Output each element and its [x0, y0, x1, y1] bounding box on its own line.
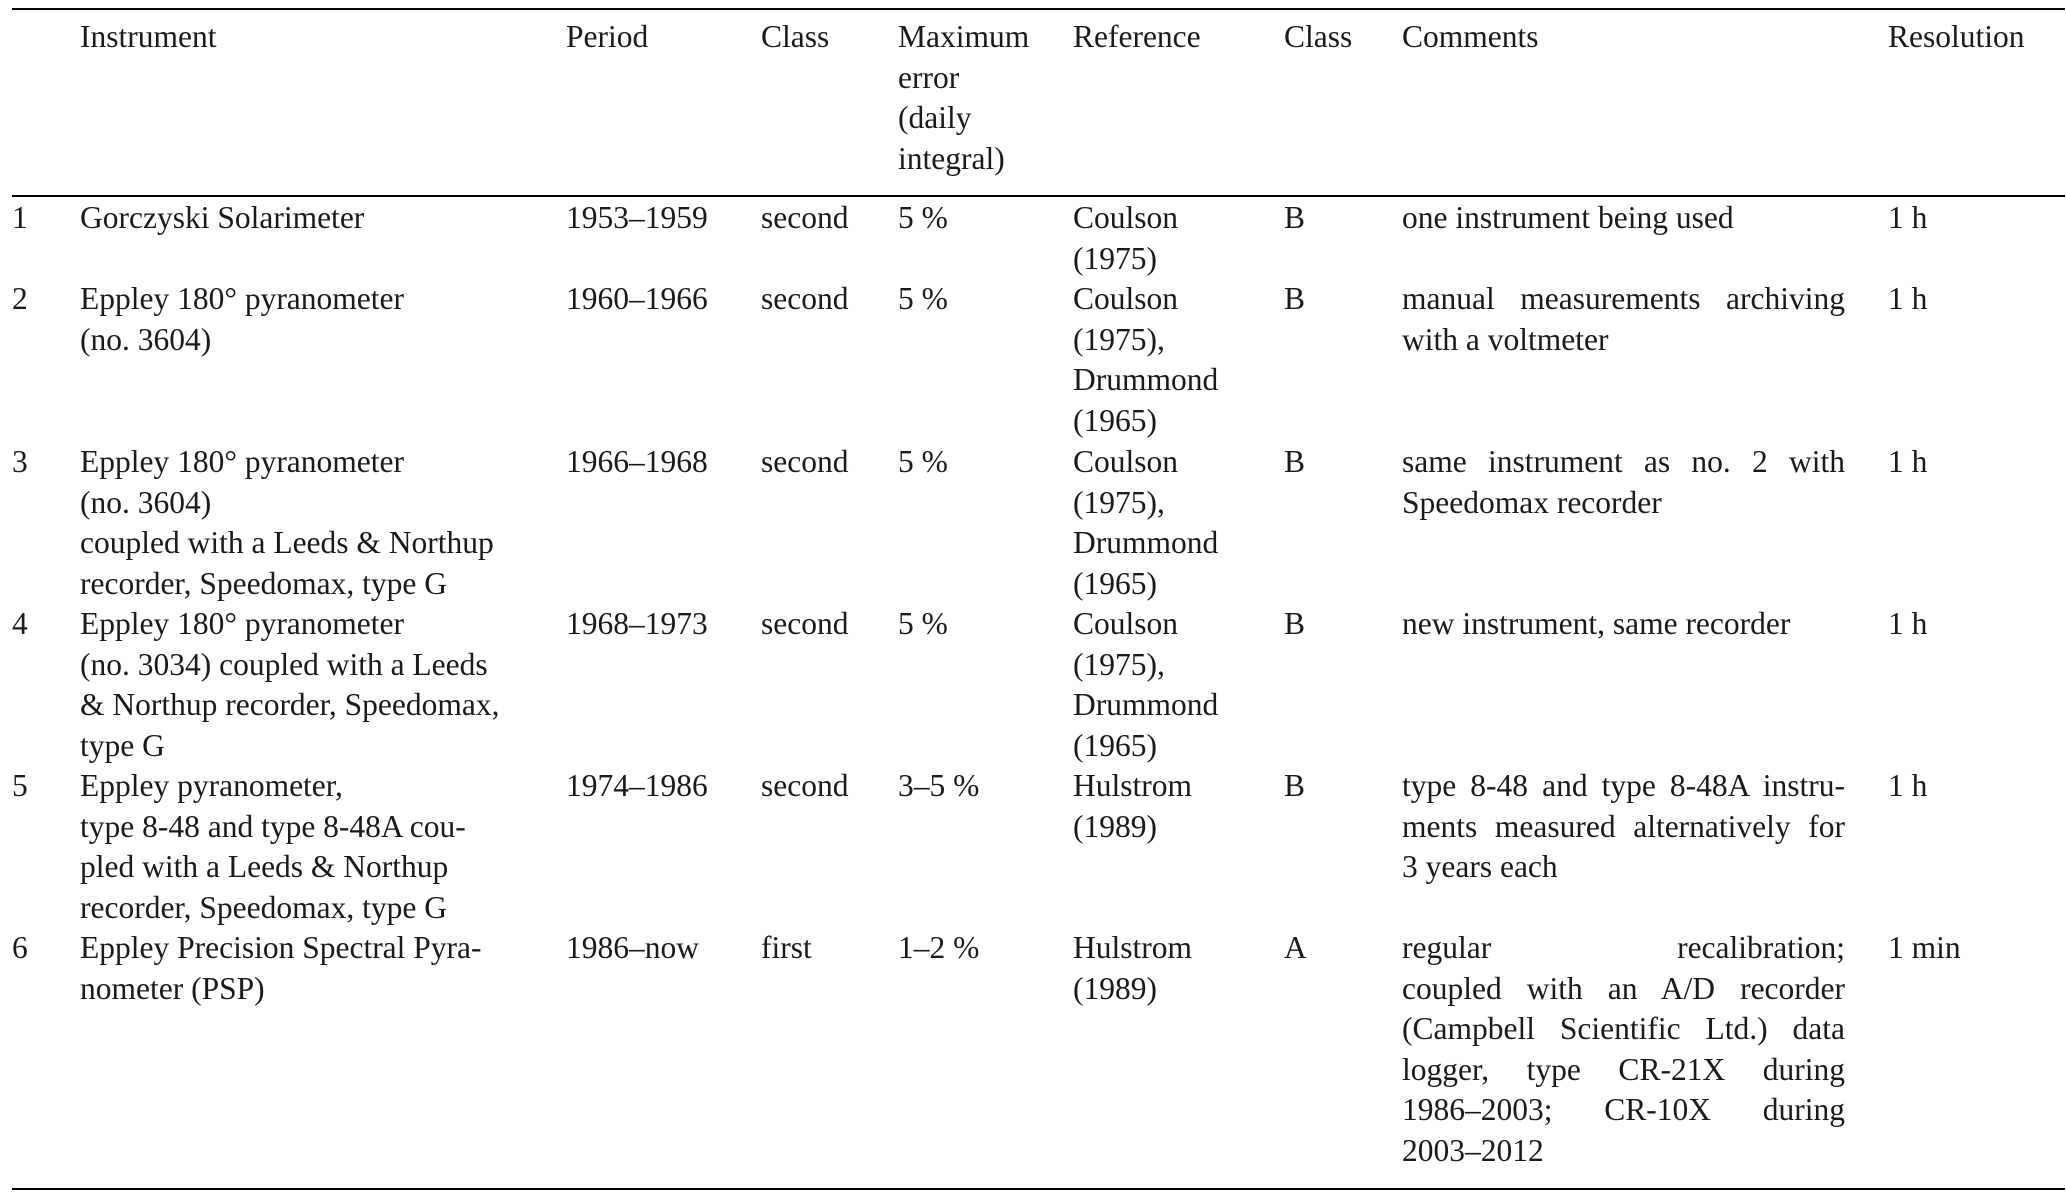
cell-comments — [1402, 928, 1845, 1172]
cell-comments-line: new instrument, same recorder — [1402, 606, 1791, 641]
cell-instrument-line: type 8-48 and type 8-48A cou- — [80, 808, 466, 844]
cell-class2-line: B — [1284, 200, 1306, 235]
cell-reference-line: (1965) — [1073, 402, 1157, 438]
cell-max-error-line: 5 % — [898, 606, 948, 641]
cell-comments — [1402, 198, 1845, 239]
cell-max-error — [898, 928, 1048, 969]
cell-instrument-line: (no. 3034) coupled with a Leeds — [80, 646, 488, 682]
cell-num-line: 1 — [12, 200, 28, 235]
cell-comments-line: manual measurements archiving — [1402, 281, 1845, 316]
cell-class2-line: B — [1284, 606, 1306, 641]
cell-class1-line: second — [761, 444, 849, 479]
cell-reference-line: (1975), — [1073, 321, 1165, 357]
cell-instrument-line: Eppley 180° pyranometer — [80, 606, 404, 641]
cell-comments-line: ments measured alternatively for — [1402, 808, 1845, 844]
cell-num — [12, 604, 52, 645]
cell-class2-line: A — [1284, 930, 1307, 965]
cell-max-error — [898, 442, 1048, 483]
header-class2 — [1284, 17, 1353, 58]
cell-class2-line: B — [1284, 281, 1306, 316]
cell-max-error-line: 5 % — [898, 200, 948, 235]
cell-instrument-line: Eppley Precision Spectral Pyra- — [80, 930, 482, 965]
cell-resolution — [1888, 766, 2053, 807]
cell-reference-line: (1965) — [1073, 565, 1157, 601]
cell-instrument-line: Gorczyski Solarimeter — [80, 200, 365, 235]
cell-comments-line: Speedomax recorder — [1402, 484, 1662, 520]
header-class1 — [761, 17, 871, 58]
header-max-error-line: (daily — [898, 100, 972, 136]
cell-max-error — [898, 766, 1048, 807]
cell-reference — [1073, 279, 1243, 441]
cell-reference-line: (1975) — [1073, 240, 1157, 276]
cell-reference-line: (1975), — [1073, 484, 1165, 520]
cell-reference-line: Hulstrom — [1073, 768, 1193, 803]
cell-class1-line: second — [761, 281, 849, 316]
cell-reference — [1073, 604, 1243, 766]
cell-instrument-line: & Northup recorder, Speedomax, — [80, 687, 500, 723]
cell-reference — [1073, 766, 1243, 847]
header-resolution-line: Resolution — [1888, 19, 2025, 54]
cell-max-error — [898, 198, 1048, 239]
cell-period — [566, 198, 716, 239]
cell-num — [12, 442, 52, 483]
cell-class1 — [761, 604, 871, 645]
cell-period-line: 1953–1959 — [566, 200, 708, 235]
cell-max-error-line: 1–2 % — [898, 930, 980, 965]
cell-num — [12, 198, 52, 239]
cell-instrument-line: (no. 3604) — [80, 484, 212, 520]
cell-class2 — [1284, 279, 1344, 320]
cell-class1 — [761, 279, 871, 320]
header-reference-line: Reference — [1073, 19, 1201, 54]
cell-reference-line: Drummond — [1073, 525, 1219, 561]
cell-resolution-line: 1 h — [1888, 281, 1928, 316]
cell-comments-line: same instrument as no. 2 with — [1402, 444, 1845, 479]
cell-resolution-line: 1 h — [1888, 768, 1928, 803]
cell-reference — [1073, 442, 1243, 604]
instrument-table — [12, 8, 2065, 1192]
cell-resolution — [1888, 198, 2053, 239]
cell-resolution — [1888, 442, 2053, 483]
header-comments — [1402, 17, 1845, 58]
cell-instrument-line: recorder, Speedomax, type G — [80, 889, 447, 925]
cell-reference-line: Drummond — [1073, 687, 1219, 723]
cell-class1-line: second — [761, 200, 849, 235]
header-class2-line: Class — [1284, 19, 1353, 54]
cell-num-line: 5 — [12, 768, 28, 803]
cell-class2 — [1284, 604, 1344, 645]
cell-comments-line: 1986–2003; CR-10X during — [1402, 1092, 1845, 1128]
cell-max-error-line: 5 % — [898, 281, 948, 316]
cell-comments-line: logger, type CR-21X during — [1402, 1051, 1845, 1087]
bottom-rule — [12, 1188, 2065, 1190]
cell-instrument-line: type G — [80, 727, 165, 763]
cell-num-line: 2 — [12, 281, 28, 316]
cell-class2-line: B — [1284, 444, 1306, 479]
cell-class2-line: B — [1284, 768, 1306, 803]
cell-comments-line: 2003–2012 — [1402, 1132, 1544, 1168]
cell-instrument — [80, 604, 534, 766]
cell-resolution — [1888, 279, 2053, 320]
cell-class1 — [761, 198, 871, 239]
cell-instrument-line: pled with a Leeds & Northup — [80, 849, 449, 885]
cell-period — [566, 604, 716, 645]
cell-resolution-line: 1 h — [1888, 606, 1928, 641]
header-resolution — [1888, 17, 2053, 58]
cell-reference-line: Hulstrom — [1073, 930, 1193, 965]
cell-reference-line: Drummond — [1073, 362, 1219, 398]
cell-resolution — [1888, 928, 2053, 969]
header-max-error-line: error — [898, 59, 960, 95]
cell-period-line: 1968–1973 — [566, 606, 708, 641]
cell-period-line: 1966–1968 — [566, 444, 708, 479]
cell-instrument-line: Eppley 180° pyranometer — [80, 444, 404, 479]
cell-comments-line: (Campbell Scientific Ltd.) data — [1402, 1011, 1845, 1047]
cell-reference — [1073, 928, 1243, 1009]
header-period — [566, 17, 716, 58]
cell-class1-line: second — [761, 768, 849, 803]
cell-num — [12, 928, 52, 969]
cell-instrument — [80, 766, 534, 928]
cell-class2 — [1284, 928, 1344, 969]
cell-max-error — [898, 604, 1048, 645]
cell-class2 — [1284, 198, 1344, 239]
cell-class1 — [761, 766, 871, 807]
cell-instrument-line: Eppley 180° pyranometer — [80, 281, 404, 316]
cell-max-error — [898, 279, 1048, 320]
cell-period — [566, 766, 716, 807]
cell-comments — [1402, 279, 1845, 360]
cell-num — [12, 279, 52, 320]
cell-reference — [1073, 198, 1243, 279]
header-max-error-line: integral) — [898, 140, 1005, 176]
cell-period — [566, 279, 716, 320]
cell-comments-line: type 8-48 and type 8-48A instru- — [1402, 768, 1845, 803]
cell-class1-line: second — [761, 606, 849, 641]
cell-reference-line: Coulson — [1073, 281, 1179, 316]
cell-reference-line: (1975), — [1073, 646, 1165, 682]
cell-period-line: 1974–1986 — [566, 768, 708, 803]
cell-comments — [1402, 604, 1845, 645]
header-instrument — [80, 17, 534, 58]
cell-instrument — [80, 198, 534, 239]
header-max-error — [898, 17, 1048, 179]
cell-reference-line: Coulson — [1073, 606, 1179, 641]
header-rule — [12, 195, 2065, 197]
header-reference — [1073, 17, 1243, 58]
header-instrument-line: Instrument — [80, 19, 217, 54]
cell-instrument-line: recorder, Speedomax, type G — [80, 565, 447, 601]
cell-reference-line: Coulson — [1073, 200, 1179, 235]
cell-max-error-line: 3–5 % — [898, 768, 980, 803]
cell-resolution-line: 1 min — [1888, 930, 1961, 965]
cell-resolution-line: 1 h — [1888, 200, 1928, 235]
cell-instrument-line: coupled with a Leeds & Northup — [80, 525, 494, 561]
cell-comments-line: with a voltmeter — [1402, 321, 1609, 357]
header-comments-line: Comments — [1402, 19, 1539, 54]
cell-resolution — [1888, 604, 2053, 645]
cell-class1 — [761, 442, 871, 483]
cell-reference-line: (1989) — [1073, 808, 1157, 844]
cell-period-line: 1960–1966 — [566, 281, 708, 316]
cell-instrument — [80, 279, 534, 360]
cell-num-line: 6 — [12, 930, 28, 965]
cell-reference-line: (1989) — [1073, 970, 1157, 1006]
cell-comments-line: coupled with an A/D recorder — [1402, 970, 1845, 1006]
cell-class1-line: first — [761, 930, 812, 965]
top-rule — [12, 8, 2065, 10]
cell-num-line: 4 — [12, 606, 28, 641]
cell-comments-line: regular recalibration; — [1402, 930, 1845, 965]
cell-instrument-line: (no. 3604) — [80, 321, 212, 357]
cell-comments-line: one instrument being used — [1402, 200, 1734, 235]
cell-period — [566, 928, 716, 969]
cell-instrument — [80, 442, 534, 604]
cell-instrument-line: nometer (PSP) — [80, 970, 265, 1006]
header-class1-line: Class — [761, 19, 830, 54]
cell-reference-line: (1965) — [1073, 727, 1157, 763]
cell-comments-line: 3 years each — [1402, 849, 1558, 885]
header-period-line: Period — [566, 19, 649, 54]
cell-class1 — [761, 928, 871, 969]
cell-max-error-line: 5 % — [898, 444, 948, 479]
cell-class2 — [1284, 766, 1344, 807]
cell-period-line: 1986–now — [566, 930, 699, 965]
cell-instrument-line: Eppley pyranometer, — [80, 768, 343, 803]
cell-class2 — [1284, 442, 1344, 483]
cell-instrument — [80, 928, 534, 1009]
cell-resolution-line: 1 h — [1888, 444, 1928, 479]
cell-period — [566, 442, 716, 483]
cell-reference-line: Coulson — [1073, 444, 1179, 479]
cell-comments — [1402, 442, 1845, 523]
header-max-error-line: Maximum — [898, 19, 1030, 54]
cell-comments — [1402, 766, 1845, 888]
cell-num-line: 3 — [12, 444, 28, 479]
cell-num — [12, 766, 52, 807]
